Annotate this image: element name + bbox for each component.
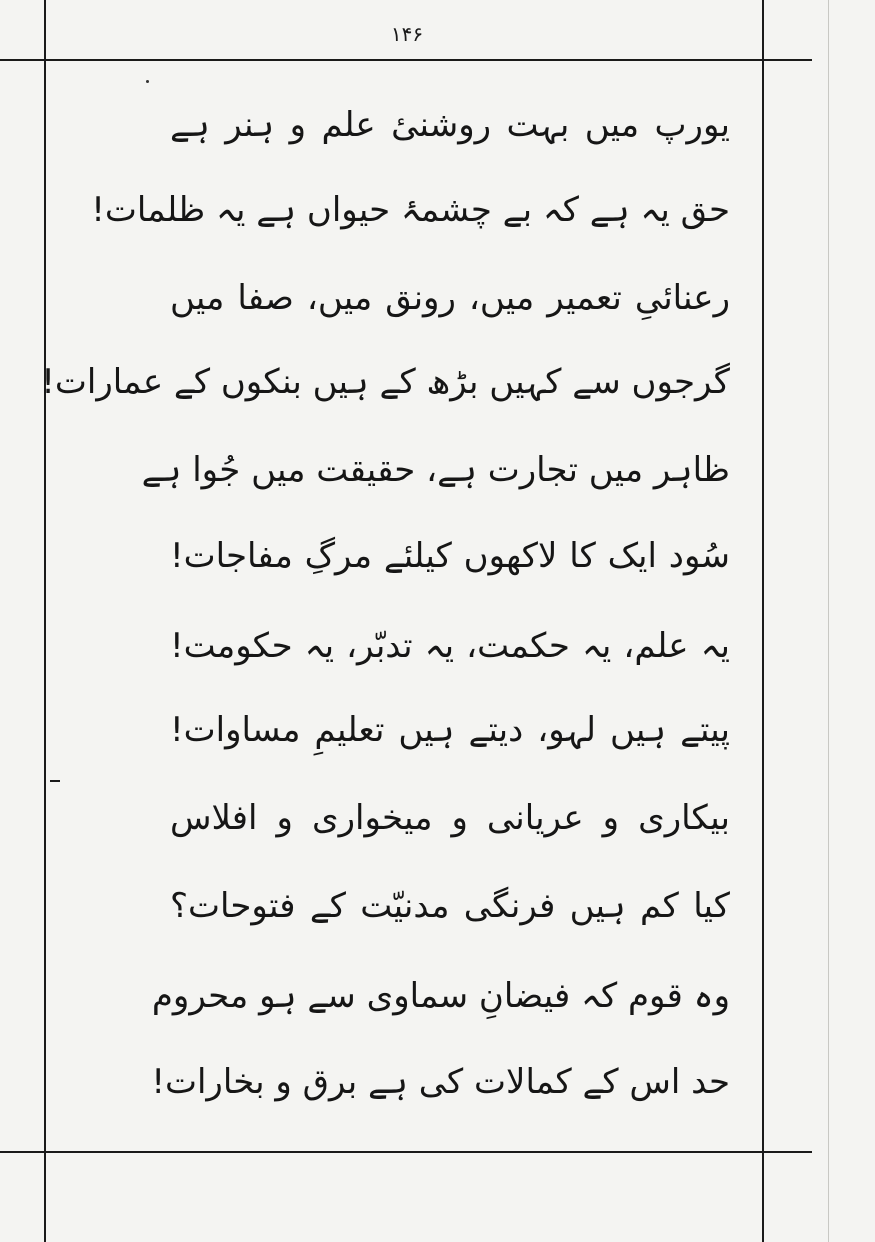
poem-line-7: یہ علم، یہ حکمت، یہ تدبّر، یہ حکومت!: [170, 626, 730, 666]
poem-line-11: وہ قوم کہ فیضانِ سماوی سے ہو محروم: [151, 976, 730, 1016]
poem-line-6: سُود ایک کا لاکھوں کیلئے مرگِ مفاجات!: [170, 536, 730, 576]
frame-right-rule: [762, 0, 764, 1242]
poem-line-5: ظاہر میں تجارت ہے، حقیقت میں جُوا ہے: [141, 450, 730, 490]
page-number: ۱۴۶: [390, 22, 424, 46]
frame-bottom-rule: [0, 1151, 812, 1153]
poem-line-4: گرجوں سے کہیں بڑھ کے ہیں بنکوں کے عمارات!: [41, 362, 730, 402]
poem-line-3: رعنائیِ تعمیر میں، رونق میں، صفا میں: [170, 278, 730, 318]
margin-tick-mark: [50, 780, 60, 782]
poem-line-2: حق یہ ہے کہ بے چشمۂ حیواں ہے یہ ظلمات!: [91, 190, 730, 230]
poem-line-9: بیکاری و عریانی و میخواری و افلاس: [170, 798, 730, 838]
page-edge-line: [828, 0, 829, 1242]
ink-speck: [146, 80, 149, 83]
poem-line-8: پیتے ہیں لہو، دیتے ہیں تعلیمِ مساوات!: [170, 710, 730, 750]
poem-line-10: کیا کم ہیں فرنگی مدنیّت کے فتوحات؟: [170, 886, 730, 926]
poem-line-1: یورپ میں بہت روشنیٔ علم و ہنر ہے: [170, 105, 730, 145]
frame-top-rule: [0, 59, 812, 61]
frame-left-rule: [44, 0, 46, 1242]
poem-line-12: حد اس کے کمالات کی ہے برق و بخارات!: [151, 1062, 730, 1102]
